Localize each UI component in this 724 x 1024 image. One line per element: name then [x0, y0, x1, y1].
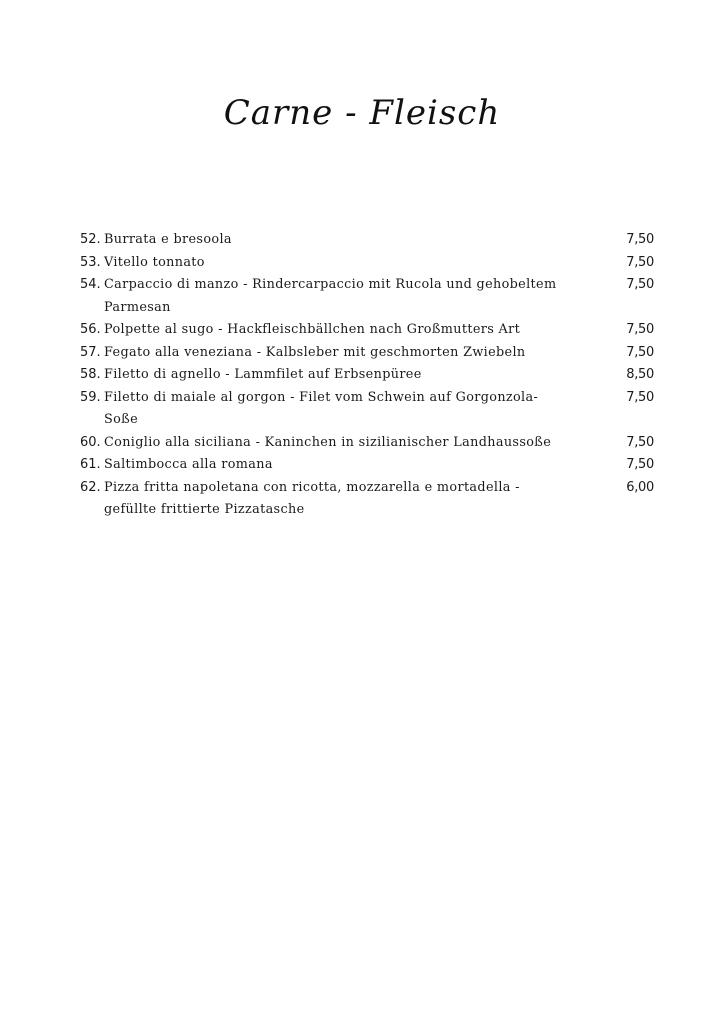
- item-name: Burrata e bresoola: [104, 232, 232, 247]
- item-name: Vitello tonnato: [104, 254, 205, 270]
- item-price: 7,50: [626, 389, 654, 405]
- item-price: 7,50: [626, 254, 654, 270]
- item-number: 52.: [80, 232, 101, 247]
- item-number: 62.: [80, 479, 101, 495]
- item-name: Carpaccio di manzo - Rindercarpaccio mit Rucola und gehobeltem: [104, 277, 557, 292]
- item-number: 53.: [80, 254, 101, 270]
- item-price: 8,50: [626, 367, 654, 382]
- item-name: Filetto di agnello - Lammfilet auf Erbsenpüree: [104, 367, 422, 382]
- item-price: 6,00: [626, 479, 654, 495]
- menu-item: [80, 274, 654, 319]
- item-price: 7,50: [626, 322, 654, 337]
- item-price: 7,50: [626, 344, 654, 360]
- item-description: [104, 364, 614, 387]
- item-name: Saltimbocca alla romana: [104, 457, 273, 472]
- item-name-continued: Parmesan: [104, 299, 171, 315]
- item-price: 7,50: [626, 232, 654, 247]
- item-number: 61.: [80, 457, 101, 472]
- item-description: [104, 229, 614, 252]
- item-price: 7,50: [626, 457, 654, 472]
- item-description: [104, 477, 614, 522]
- menu-item: [80, 477, 654, 522]
- item-number: 60.: [80, 434, 101, 450]
- menu-item: [80, 387, 654, 432]
- item-description: [104, 432, 614, 455]
- item-number: 57.: [80, 344, 101, 360]
- item-name-continued: gefüllte frittierte Pizzatasche: [104, 502, 305, 517]
- item-price: 7,50: [626, 277, 654, 292]
- item-description: [104, 319, 614, 342]
- menu-item: [80, 319, 654, 342]
- menu-item: [80, 454, 654, 477]
- item-price: 7,50: [626, 434, 654, 450]
- menu-list: [80, 229, 654, 522]
- item-number: 58.: [80, 367, 101, 382]
- item-name: Filetto di maiale al gorgon - Filet vom Schwein auf Gorgonzola-: [104, 389, 539, 405]
- item-name: Pizza fritta napoletana con ricotta, mozzarella e mortadella -: [104, 479, 520, 495]
- item-number: 56.: [80, 322, 101, 337]
- menu-item: [80, 364, 654, 387]
- menu-item: [80, 252, 654, 275]
- item-description: [104, 342, 614, 365]
- item-number: 54.: [80, 277, 101, 292]
- menu-item: [80, 432, 654, 455]
- item-description: [104, 274, 614, 319]
- item-description: [104, 387, 614, 432]
- page-title: Carne - Fleisch: [223, 92, 501, 133]
- item-name: Coniglio alla siciliana - Kaninchen in sizilianischer Landhaussoße: [104, 434, 552, 450]
- menu-item: [80, 342, 654, 365]
- item-description: [104, 252, 614, 275]
- item-description: [104, 454, 614, 477]
- menu-item: [80, 229, 654, 252]
- item-number: 59.: [80, 389, 101, 405]
- item-name-continued: Soße: [104, 412, 138, 427]
- item-name: Fegato alla veneziana - Kalbsleber mit geschmorten Zwiebeln: [104, 344, 526, 360]
- item-name: Polpette al sugo - Hackfleischbällchen nach Großmutters Art: [104, 322, 521, 337]
